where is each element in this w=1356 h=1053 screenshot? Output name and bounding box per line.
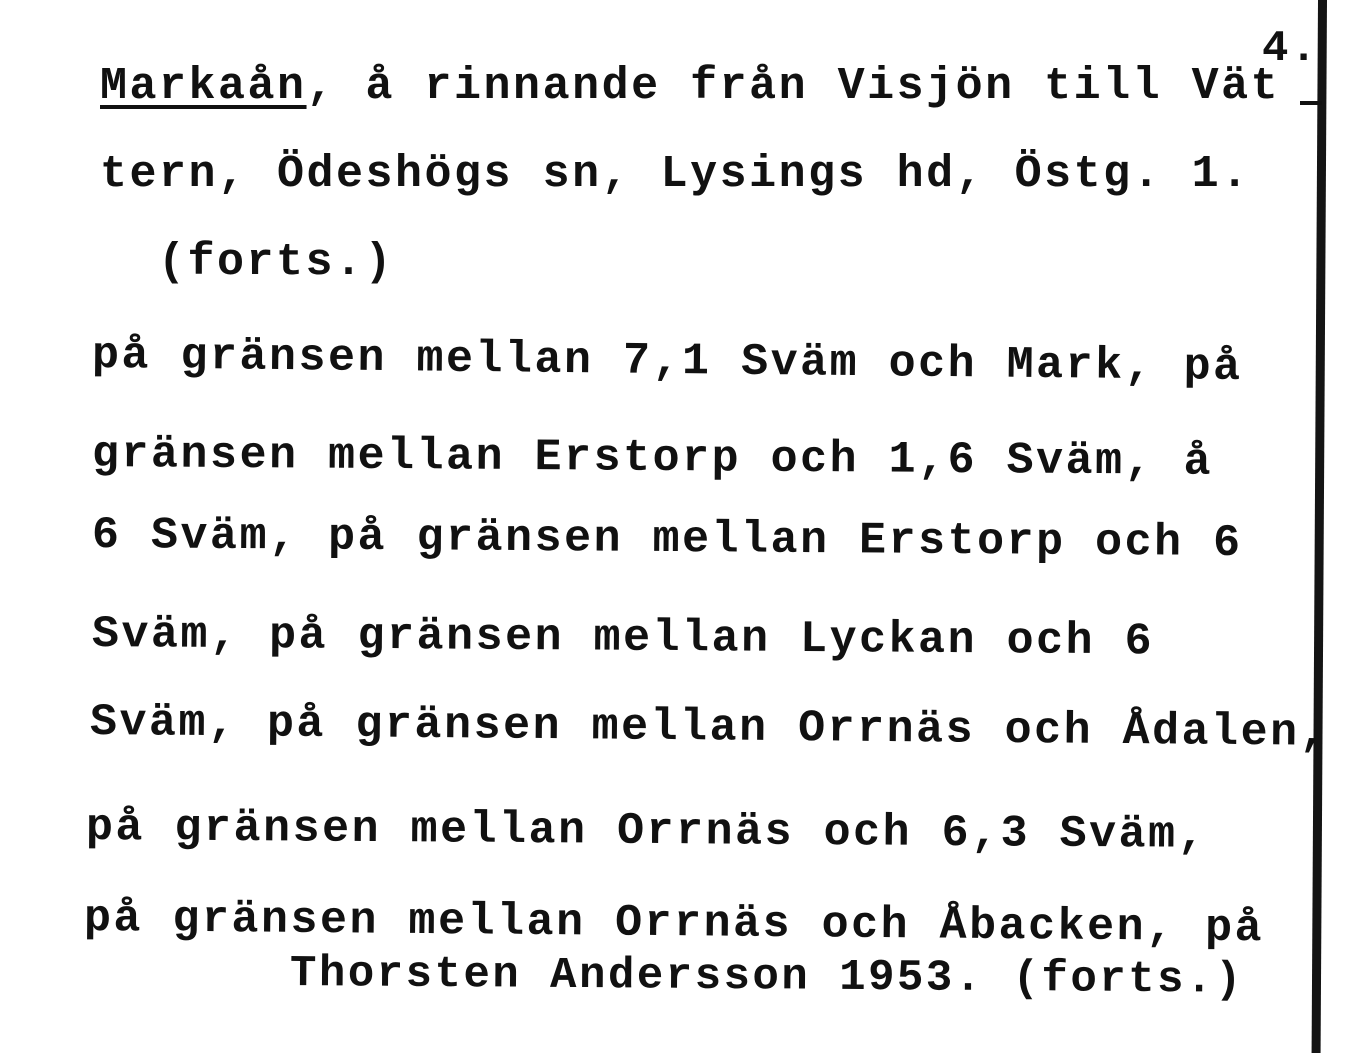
author-line: Thorsten Andersson 1953. (forts.)	[289, 949, 1244, 1006]
entry-line-9: på gränsen mellan Orrnäs och 6,3 Sväm,	[85, 802, 1208, 861]
entry-line-10: på gränsen mellan Orrnäs och Åbacken, på	[83, 893, 1265, 955]
entry-line-1-text: , å rinnande från Visjön till Vät	[306, 61, 1281, 112]
card-right-edge	[1312, 0, 1327, 1053]
entry-line-5: gränsen mellan Erstorp och 1,6 Sväm, å	[91, 429, 1214, 488]
entry-line-1	[100, 61, 1281, 112]
hyphen-mark	[1300, 101, 1322, 105]
entry-line-4: på gränsen mellan 7,1 Sväm och Mark, på	[91, 330, 1243, 394]
entry-line-8: Sväm, på gränsen mellan Orrnäs och Ådalen,	[89, 697, 1330, 759]
page-number: 4.	[1262, 24, 1319, 74]
entry-line-3: (forts.)	[158, 237, 395, 288]
entry-line-7: Sväm, på gränsen mellan Lyckan och 6	[91, 609, 1155, 668]
entry-line-6: 6 Sväm, på gränsen mellan Erstorp och 6	[91, 510, 1243, 570]
headword: Markaån	[100, 61, 307, 112]
entry-line-2: tern, Ödeshögs sn, Lysings hd, Östg. 1.	[100, 149, 1251, 200]
